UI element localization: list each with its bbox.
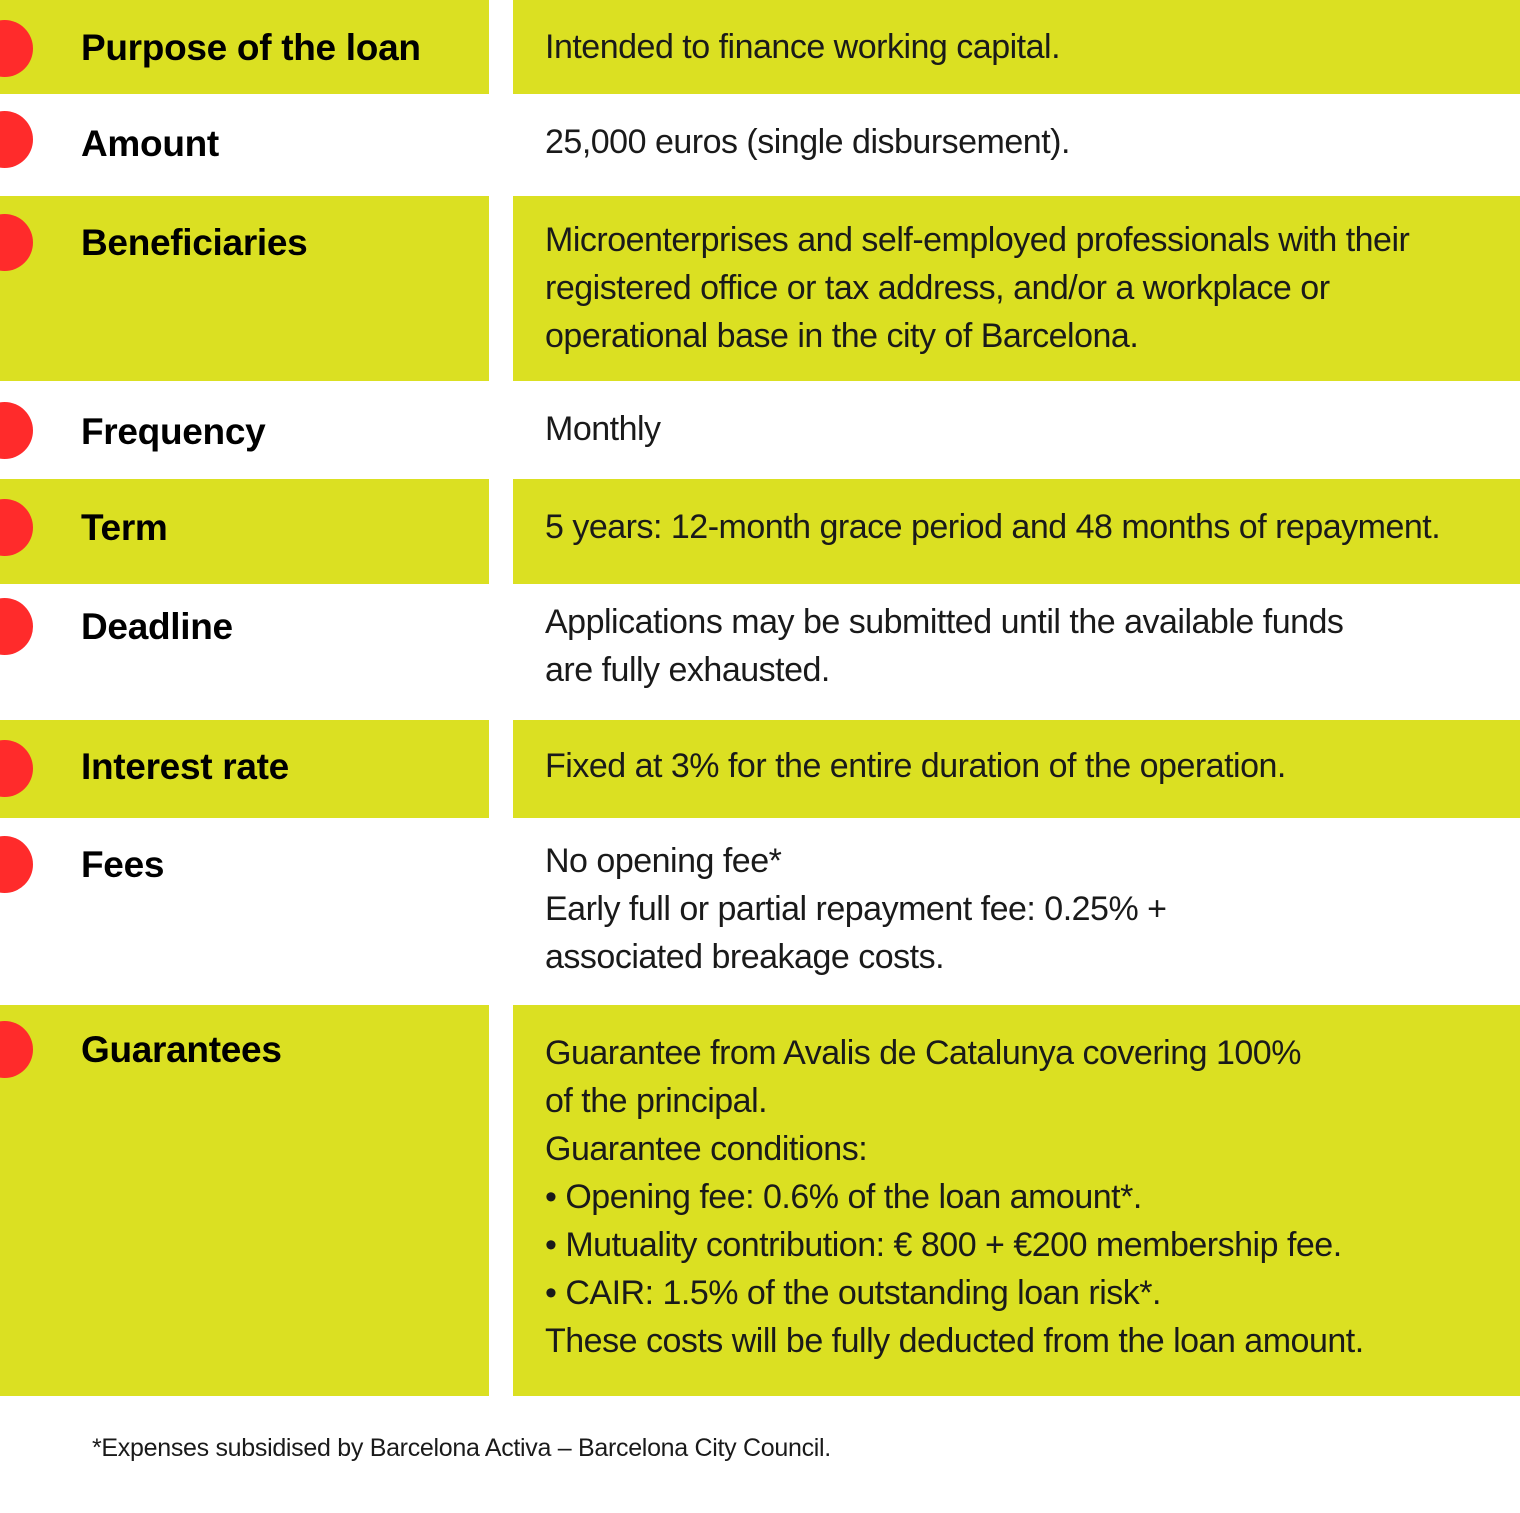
bullet-dot-icon <box>0 402 33 459</box>
value-line: 5 years: 12-month grace period and 48 months of repayment. <box>545 508 1441 546</box>
row-label-guarantees: Guarantees <box>81 1029 282 1070</box>
row-value-purpose <box>545 23 1505 71</box>
row-value-guarantees <box>545 1029 1505 1365</box>
row-label-term: Term <box>81 507 168 548</box>
value-line: are fully exhausted. <box>545 651 830 689</box>
row-value-frequency <box>545 405 1505 453</box>
row-value-deadline <box>545 598 1505 694</box>
row-label-beneficiaries: Beneficiaries <box>81 222 308 263</box>
bullet-dot-icon <box>0 598 33 655</box>
value-line: • CAIR: 1.5% of the outstanding loan risk*. <box>545 1274 1161 1312</box>
table-row <box>0 818 1520 1005</box>
row-label-fees: Fees <box>81 844 165 885</box>
row-value-term <box>545 503 1505 551</box>
value-line: registered office or tax address, and/or a workplace or <box>545 269 1330 307</box>
row-label-frequency: Frequency <box>81 411 266 452</box>
bullet-dot-icon <box>0 836 33 893</box>
value-line: associated breakage costs. <box>545 938 945 976</box>
row-label-background <box>0 479 489 584</box>
value-line: These costs will be fully deducted from the loan amount. <box>545 1322 1364 1360</box>
value-line: Guarantee from Avalis de Catalunya covering 100% <box>545 1034 1301 1072</box>
value-line: of the principal. <box>545 1082 768 1120</box>
value-line: 25,000 euros (single disbursement). <box>545 123 1070 161</box>
value-line: Fixed at 3% for the entire duration of the operation. <box>545 747 1286 785</box>
row-label-interest-rate: Interest rate <box>81 746 289 787</box>
value-line: Guarantee conditions: <box>545 1130 868 1168</box>
row-value-fees <box>545 837 1505 981</box>
value-line: operational base in the city of Barcelona. <box>545 317 1139 355</box>
table-row <box>0 0 1520 94</box>
footnote: *Expenses subsidised by Barcelona Activa – Barcelona City Council. <box>92 1434 831 1462</box>
bullet-dot-icon <box>0 111 33 168</box>
row-label-purpose: Purpose of the loan <box>81 27 421 68</box>
value-line: Microenterprises and self-employed professionals with their <box>545 221 1410 259</box>
value-line: • Opening fee: 0.6% of the loan amount*. <box>545 1178 1142 1216</box>
value-line: Monthly <box>545 410 661 448</box>
value-line: Intended to finance working capital. <box>545 28 1061 66</box>
table-row <box>0 1005 1520 1396</box>
table-row <box>0 479 1520 584</box>
value-line: No opening fee* <box>545 842 782 880</box>
row-label-amount: Amount <box>81 123 219 164</box>
table-row <box>0 381 1520 479</box>
value-line: • Mutuality contribution: € 800 + €200 membership fee. <box>545 1226 1342 1264</box>
table-row <box>0 720 1520 818</box>
value-line: Applications may be submitted until the available funds <box>545 603 1344 641</box>
table-row <box>0 196 1520 381</box>
value-line: Early full or partial repayment fee: 0.25% + <box>545 890 1167 928</box>
row-value-interest-rate <box>545 742 1505 790</box>
row-value-amount <box>545 118 1505 166</box>
row-label-deadline: Deadline <box>81 606 233 647</box>
table-row <box>0 94 1520 196</box>
table-row <box>0 584 1520 720</box>
row-value-beneficiaries <box>545 216 1505 360</box>
